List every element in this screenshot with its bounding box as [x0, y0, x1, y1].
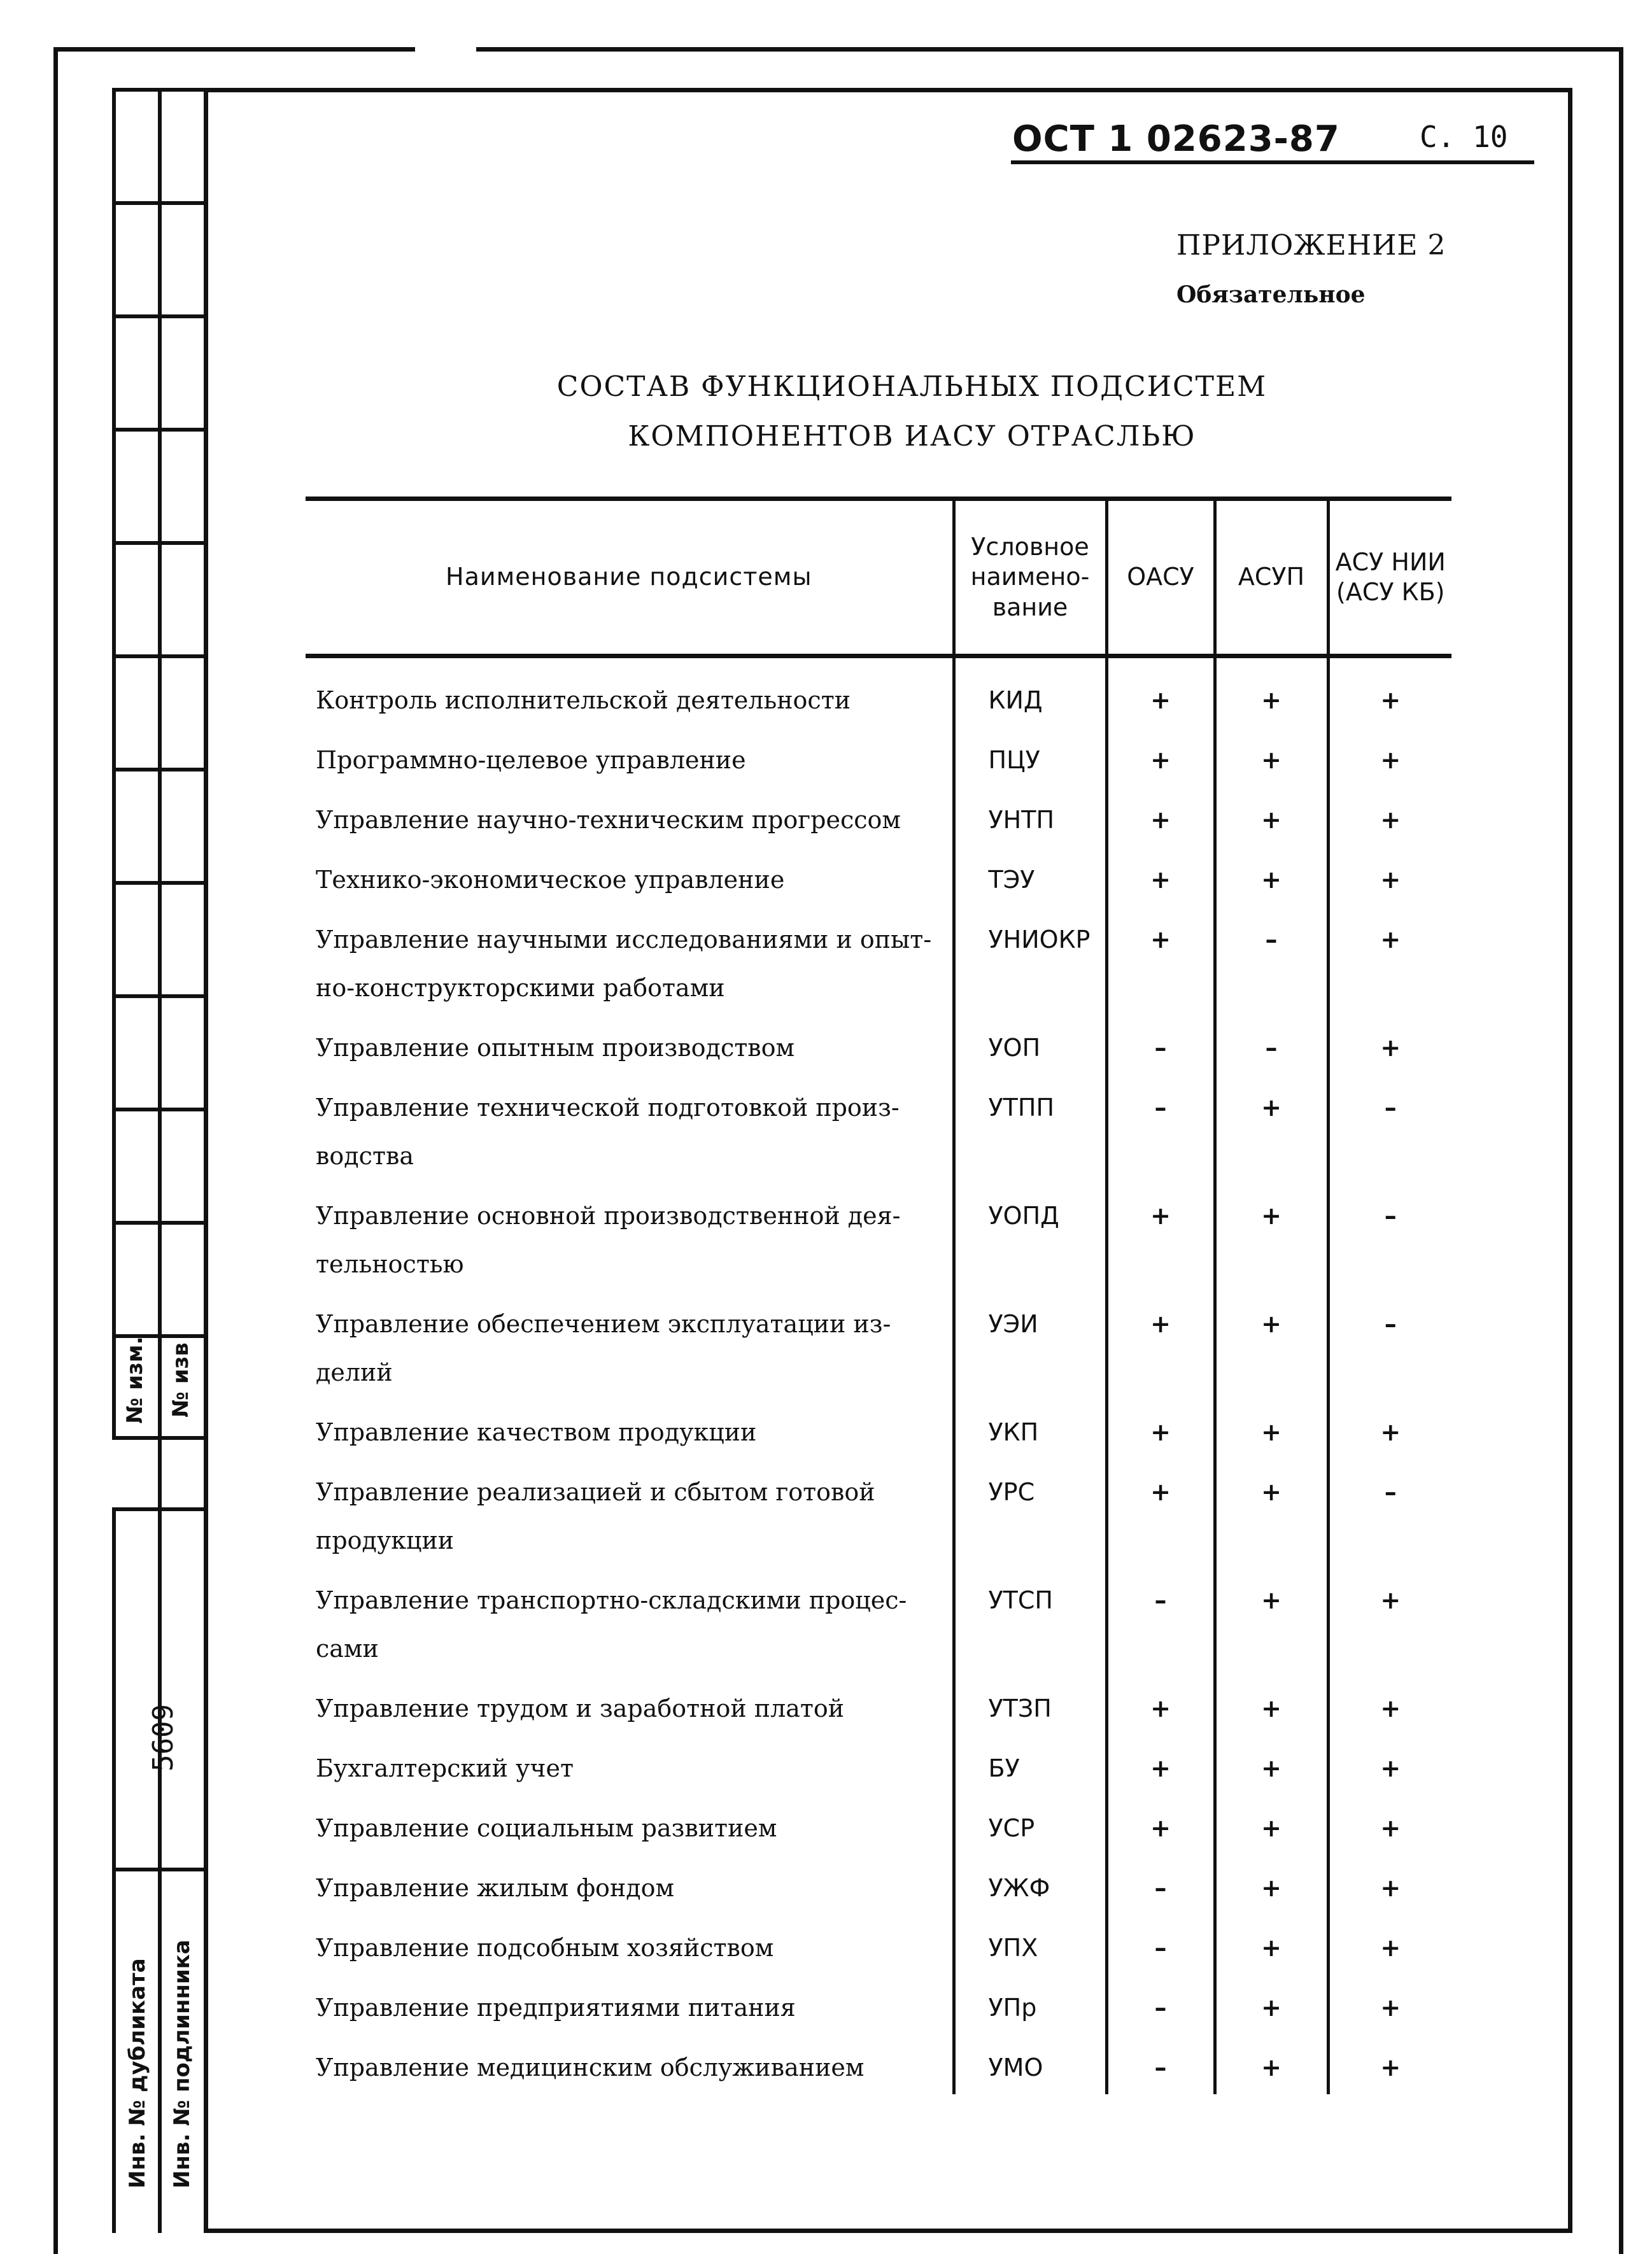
- asu-nii-mark-cell: +: [1328, 1912, 1451, 1972]
- oasu-mark-cell: +: [1106, 1288, 1215, 1397]
- original-inventory-label: Инв. № подлинника: [169, 1940, 195, 2188]
- header-asup: АСУП: [1215, 499, 1328, 656]
- subsystem-name-cell: Управление технической подготовкой произ-водства: [316, 1094, 900, 1170]
- subsystem-name-cell: Технико-экономическое управление: [316, 866, 785, 894]
- asup-mark-cell: +: [1215, 1397, 1328, 1456]
- oasu-mark-cell: –: [1106, 1072, 1215, 1180]
- subsystems-table: [306, 497, 1451, 2094]
- subsystem-name-cell: Управление жилым фондом: [316, 1874, 675, 1902]
- strip-cell-border: [112, 201, 204, 205]
- short-code-cell: УНИОКР: [954, 904, 1106, 1012]
- oasu-mark-cell: +: [1106, 784, 1215, 844]
- header-short-code: Условное наимено-вание: [954, 499, 1106, 656]
- notice-number-label: № изв: [168, 1342, 194, 1418]
- table-row: [306, 1852, 1451, 1912]
- table-row: [306, 1793, 1451, 1852]
- page-title-line-1: СОСТАВ ФУНКЦИОНАЛЬНЫХ ПОДСИСТЕМ: [556, 370, 1267, 403]
- strip-cell-border: [112, 654, 204, 658]
- appendix-label: ПРИЛОЖЕНИЕ 2: [1176, 229, 1446, 262]
- asu-nii-mark-cell: +: [1328, 1972, 1451, 2032]
- subsystem-name-cell: Управление научными исследованиями и опыт-но-конструкторскими работами: [316, 926, 932, 1002]
- asup-mark-cell: +: [1215, 1912, 1328, 1972]
- subsystem-name-cell: Управление трудом и заработной платой: [316, 1694, 845, 1722]
- asup-mark-cell: +: [1215, 1733, 1328, 1793]
- oasu-mark-cell: –: [1106, 1852, 1215, 1912]
- asup-mark-cell: +: [1215, 1288, 1328, 1397]
- strip-cell-border: [112, 768, 204, 771]
- short-code-cell: УТПП: [954, 1072, 1106, 1180]
- asu-nii-mark-cell: +: [1328, 656, 1451, 725]
- strip-cell-border: [112, 314, 204, 318]
- asup-mark-cell: +: [1215, 656, 1328, 725]
- short-code-cell: УЭИ: [954, 1288, 1106, 1397]
- short-code-cell: ТЭУ: [954, 844, 1106, 904]
- strip-cell-border: [112, 881, 204, 885]
- table-row: [306, 656, 1451, 725]
- oasu-mark-cell: +: [1106, 844, 1215, 904]
- table-row: [306, 904, 1451, 1012]
- strip-cell-border: [112, 1436, 204, 1440]
- table-header-row: [306, 499, 1451, 656]
- short-code-cell: УТЗП: [954, 1673, 1106, 1733]
- asup-mark-cell: +: [1215, 1673, 1328, 1733]
- asup-mark-cell: +: [1215, 784, 1328, 844]
- oasu-mark-cell: +: [1106, 904, 1215, 1012]
- short-code-cell: УМО: [954, 2032, 1106, 2094]
- header-oasu: ОАСУ: [1106, 499, 1215, 656]
- subsystem-name-cell: Управление реализацией и сбытом готовой продукции: [316, 1478, 875, 1554]
- table-row: [306, 1912, 1451, 1972]
- short-code-cell: УОП: [954, 1012, 1106, 1072]
- asup-mark-cell: +: [1215, 724, 1328, 784]
- asu-nii-mark-cell: +: [1328, 784, 1451, 844]
- strip-divider: [158, 88, 162, 2233]
- table-row: [306, 1456, 1451, 1565]
- page-number: С. 10: [1420, 120, 1508, 154]
- subsystem-name-cell: Управление научно-техническим прогрессом: [316, 806, 901, 834]
- table-row: [306, 1733, 1451, 1793]
- asup-mark-cell: +: [1215, 2032, 1328, 2094]
- asu-nii-mark-cell: +: [1328, 904, 1451, 1012]
- subsystem-name-cell: Управление подсобным хозяйством: [316, 1934, 774, 1962]
- asu-nii-mark-cell: +: [1328, 1733, 1451, 1793]
- subsystem-name-cell: Бухгалтерский учет: [316, 1754, 574, 1782]
- appendix-status: Обязательное: [1176, 281, 1366, 308]
- oasu-mark-cell: +: [1106, 1793, 1215, 1852]
- page-title-line-2: КОМПОНЕНТОВ ИАСУ ОТРАСЛЬЮ: [628, 420, 1196, 453]
- oasu-mark-cell: +: [1106, 1456, 1215, 1565]
- table-body: [306, 656, 1451, 2095]
- strip-cell-border: [112, 1868, 204, 1871]
- asup-mark-cell: –: [1215, 1012, 1328, 1072]
- asu-nii-mark-cell: +: [1328, 1793, 1451, 1852]
- oasu-mark-cell: +: [1106, 1733, 1215, 1793]
- table-row: [306, 1565, 1451, 1673]
- short-code-cell: УРС: [954, 1456, 1106, 1565]
- table-row: [306, 1180, 1451, 1288]
- asu-nii-mark-cell: –: [1328, 1288, 1451, 1397]
- asu-nii-mark-cell: +: [1328, 1565, 1451, 1673]
- asu-nii-mark-cell: +: [1328, 844, 1451, 904]
- strip-border: [112, 88, 116, 1436]
- short-code-cell: ПЦУ: [954, 724, 1106, 784]
- asup-mark-cell: +: [1215, 844, 1328, 904]
- short-code-cell: УКП: [954, 1397, 1106, 1456]
- short-code-cell: УЖФ: [954, 1852, 1106, 1912]
- subsystem-name-cell: Управление транспортно-складскими процес-сами: [316, 1586, 907, 1663]
- asu-nii-mark-cell: +: [1328, 2032, 1451, 2094]
- asu-nii-mark-cell: –: [1328, 1072, 1451, 1180]
- header-underline: [1011, 160, 1534, 164]
- subsystem-name-cell: Управление социальным развитием: [316, 1814, 777, 1842]
- outer-frame-top: [55, 47, 415, 52]
- table-row: [306, 784, 1451, 844]
- asu-nii-mark-cell: +: [1328, 1852, 1451, 1912]
- asup-mark-cell: –: [1215, 904, 1328, 1012]
- table-row: [306, 724, 1451, 784]
- header-subsystem-name: Наименование подсистемы: [306, 499, 954, 656]
- oasu-mark-cell: –: [1106, 2032, 1215, 2094]
- subsystem-name-cell: Управление обеспечением эксплуатации из-делий: [316, 1310, 891, 1386]
- table-row: [306, 2032, 1451, 2094]
- oasu-mark-cell: +: [1106, 1673, 1215, 1733]
- header-asu-nii: АСУ НИИ (АСУ КБ): [1328, 499, 1451, 656]
- oasu-mark-cell: +: [1106, 724, 1215, 784]
- table-row: [306, 1397, 1451, 1456]
- change-number-label: № изм.: [122, 1336, 148, 1424]
- table-row: [306, 1072, 1451, 1180]
- asup-mark-cell: +: [1215, 1456, 1328, 1565]
- subsystem-name-cell: Программно-целевое управление: [316, 746, 746, 774]
- asu-nii-mark-cell: +: [1328, 724, 1451, 784]
- asu-nii-mark-cell: +: [1328, 1397, 1451, 1456]
- strip-cell-border: [112, 994, 204, 998]
- asup-mark-cell: +: [1215, 1180, 1328, 1288]
- oasu-mark-cell: –: [1106, 1012, 1215, 1072]
- duplicate-inventory-label: Инв. № дубликата: [125, 1958, 150, 2188]
- asup-mark-cell: +: [1215, 1072, 1328, 1180]
- short-code-cell: УПр: [954, 1972, 1106, 2032]
- short-code-cell: КИД: [954, 656, 1106, 725]
- asu-nii-mark-cell: +: [1328, 1012, 1451, 1072]
- asup-mark-cell: +: [1215, 1793, 1328, 1852]
- strip-cell-border: [112, 541, 204, 545]
- asu-nii-mark-cell: +: [1328, 1673, 1451, 1733]
- subsystem-name-cell: Управление медицинским обслуживанием: [316, 2053, 865, 2081]
- oasu-mark-cell: –: [1106, 1565, 1215, 1673]
- short-code-cell: УПХ: [954, 1912, 1106, 1972]
- strip-cell-border: [112, 1108, 204, 1111]
- table-row: [306, 1288, 1451, 1397]
- oasu-mark-cell: –: [1106, 1972, 1215, 2032]
- strip-cell-border: [112, 1507, 204, 1511]
- table-row: [306, 1012, 1451, 1072]
- oasu-mark-cell: –: [1106, 1912, 1215, 1972]
- subsystem-name-cell: Управление основной производственной дея-тельностью: [316, 1202, 901, 1278]
- outer-frame-top: [476, 47, 1623, 52]
- table-row: [306, 1972, 1451, 2032]
- strip-cell-border: [112, 88, 204, 92]
- oasu-mark-cell: +: [1106, 1397, 1215, 1456]
- oasu-mark-cell: +: [1106, 1180, 1215, 1288]
- subsystem-name-cell: Управление качеством продукции: [316, 1418, 757, 1446]
- subsystem-name-cell: Управление предприятиями питания: [316, 1994, 796, 2022]
- document-code: ОСТ 1 02623-87: [1012, 118, 1340, 160]
- subsystem-name-cell: Контроль исполнительской деятельности: [316, 686, 851, 714]
- strip-cell-border: [112, 1221, 204, 1225]
- short-code-cell: УНТП: [954, 784, 1106, 844]
- asup-mark-cell: +: [1215, 1565, 1328, 1673]
- asu-nii-mark-cell: –: [1328, 1456, 1451, 1565]
- short-code-cell: БУ: [954, 1733, 1106, 1793]
- table-row: [306, 1673, 1451, 1733]
- original-inventory-number: 5609: [147, 1704, 180, 1772]
- subsystem-name-cell: Управление опытным производством: [316, 1034, 795, 1062]
- table-row: [306, 844, 1451, 904]
- short-code-cell: УСР: [954, 1793, 1106, 1852]
- short-code-cell: УТСП: [954, 1565, 1106, 1673]
- asup-mark-cell: +: [1215, 1852, 1328, 1912]
- short-code-cell: УОПД: [954, 1180, 1106, 1288]
- oasu-mark-cell: +: [1106, 656, 1215, 725]
- asup-mark-cell: +: [1215, 1972, 1328, 2032]
- asu-nii-mark-cell: –: [1328, 1180, 1451, 1288]
- registration-strip: [112, 88, 204, 2233]
